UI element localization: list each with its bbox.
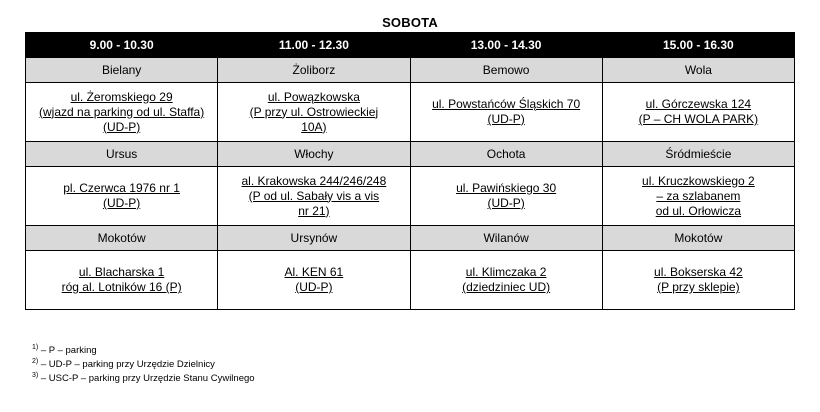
- district-cell: Mokotów: [602, 226, 794, 251]
- time-slot-header: 15.00 - 16.30: [602, 33, 794, 58]
- address-line: (UD-P): [102, 119, 141, 134]
- district-cell: Bielany: [26, 58, 218, 83]
- district-cell: Śródmieście: [602, 142, 794, 167]
- time-header-row: [26, 33, 795, 58]
- footnote-mark: 2): [32, 357, 39, 365]
- address-row: [26, 83, 795, 142]
- address-line: 10A): [301, 119, 327, 134]
- address-cell[interactable]: [26, 83, 218, 142]
- district-cell: Mokotów: [26, 226, 218, 251]
- address-line: ul. Powązkowska: [267, 89, 360, 104]
- time-slot-header: 13.00 - 14.30: [410, 33, 602, 58]
- address-line: (UD-P): [102, 196, 141, 210]
- address-line: (P – CH WOLA PARK): [638, 112, 759, 126]
- schedule-table: [25, 32, 795, 310]
- address-cell[interactable]: [410, 251, 602, 310]
- footnote-mark: 3): [32, 371, 39, 379]
- address-line: ul. Górczewska 124: [645, 97, 752, 111]
- district-cell: Wilanów: [410, 226, 602, 251]
- address-line: (UD-P): [295, 280, 333, 294]
- footnote: [32, 344, 255, 358]
- address-line: ul. Bokserska 42: [654, 265, 743, 279]
- address-line: (wjazd na parking od ul. Staffa): [39, 104, 205, 119]
- address-cell[interactable]: [602, 251, 794, 310]
- address-line: Al. KEN 61: [284, 265, 344, 279]
- address-line: pl. Czerwca 1976 nr 1: [63, 181, 180, 195]
- address-cell[interactable]: [218, 167, 410, 226]
- address-cell[interactable]: [218, 251, 410, 310]
- district-row: [26, 142, 795, 167]
- address-cell[interactable]: [410, 167, 602, 226]
- address-cell[interactable]: [26, 167, 218, 226]
- address-cell[interactable]: [26, 251, 218, 310]
- address-line: (dziedziniec UD): [462, 280, 551, 294]
- footnotes: [32, 344, 255, 386]
- district-cell: Ursus: [26, 142, 218, 167]
- district-cell: Ochota: [410, 142, 602, 167]
- address-line: róg al. Lotników 16 (P): [61, 280, 182, 294]
- address-line: (UD-P): [487, 112, 525, 126]
- address-line: – za szlabanem: [656, 188, 741, 203]
- footnote-text: – USC-P – parking przy Urzędzie Stanu Cywilnego: [40, 373, 255, 384]
- district-cell: Włochy: [218, 142, 410, 167]
- address-row: [26, 251, 795, 310]
- district-cell: Żoliborz: [218, 58, 410, 83]
- address-line: ul. Blacharska 1: [78, 265, 165, 279]
- footnote-mark: 1): [32, 343, 39, 351]
- address-line: (UD-P): [487, 196, 525, 210]
- address-cell[interactable]: [602, 167, 794, 226]
- time-slot-header: 9.00 - 10.30: [26, 33, 218, 58]
- address-line: ul. Żeromskiego 29: [70, 89, 173, 104]
- district-row: [26, 226, 795, 251]
- address-line: (P przy sklepie): [657, 280, 740, 294]
- address-line: ul. Klimczaka 2: [465, 265, 547, 279]
- address-line: nr 21): [298, 203, 330, 218]
- footnote-text: – P – parking: [40, 345, 97, 356]
- address-cell[interactable]: [410, 83, 602, 142]
- address-row: [26, 167, 795, 226]
- address-line: ul. Powstańców Śląskich 70: [432, 97, 581, 111]
- address-cell[interactable]: [218, 83, 410, 142]
- district-row: [26, 58, 795, 83]
- address-line: al. Krakowska 244/246/248: [241, 173, 387, 188]
- address-line: (P od ul. Sabały vis a vis: [248, 188, 380, 203]
- address-line: ul. Pawińskiego 30: [456, 181, 557, 195]
- page-title: SOBOTA: [382, 15, 438, 30]
- time-slot-header: 11.00 - 12.30: [218, 33, 410, 58]
- footnote: [32, 358, 255, 372]
- footnote: [32, 372, 255, 386]
- footnote-text: – UD-P – parking przy Urzędzie Dzielnicy: [40, 359, 215, 370]
- district-cell: Wola: [602, 58, 794, 83]
- district-cell: Ursynów: [218, 226, 410, 251]
- address-line: ul. Kruczkowskiego 2: [642, 173, 755, 188]
- address-line: (P przy ul. Ostrowieckiej: [249, 104, 379, 119]
- address-line: od ul. Orłowicza: [655, 203, 742, 218]
- district-cell: Bemowo: [410, 58, 602, 83]
- address-cell[interactable]: [602, 83, 794, 142]
